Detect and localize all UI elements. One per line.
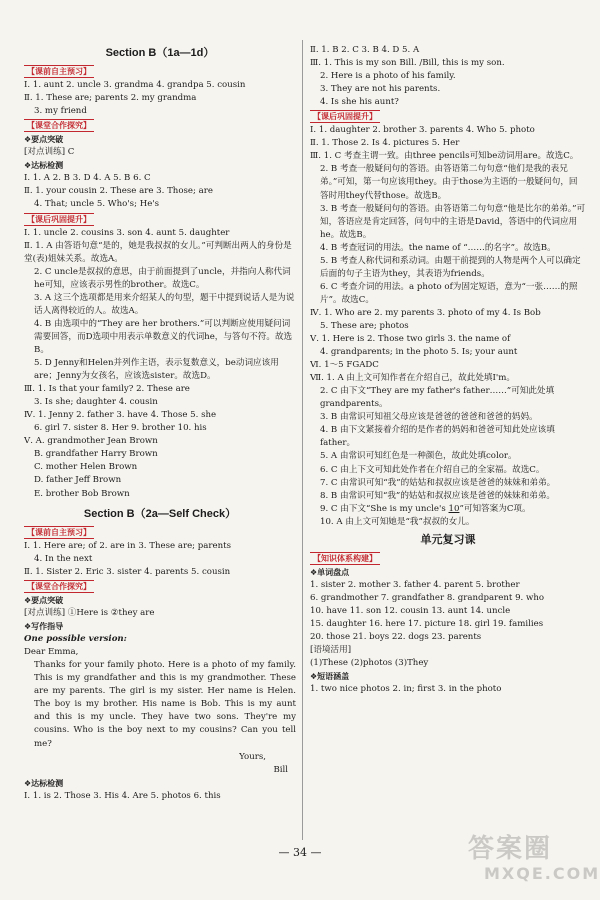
answer-line: [对点训练] C bbox=[24, 147, 75, 158]
answer-line: 4. Is she his aunt? bbox=[320, 97, 399, 108]
explanation-para: 3. A 这三个选项都是用来介绍某人的句型，题干中提到说话人是为说话人离得较近的人。故选A。 bbox=[34, 292, 295, 316]
answer-line: Ⅲ. 1. Is that your family? 2. These are bbox=[24, 384, 190, 395]
answer-line: (1)These (2)photos (3)They bbox=[310, 658, 429, 669]
explanation-para: 5. A 由常识可知红色是一种颜色，故此处填color。 bbox=[320, 451, 517, 462]
answer-line: Ⅱ. 1. These are; parents 2. my grandma bbox=[24, 93, 197, 104]
answer-line: Ⅴ. 1. Here is 2. Those two girls 3. the name of bbox=[310, 334, 511, 345]
subheading-word-list: ❖单词盘点 bbox=[310, 567, 350, 577]
page-number: — 34 — bbox=[278, 846, 322, 859]
answer-line: 5. These are; photos bbox=[320, 320, 409, 331]
answer-line: Ⅳ. 1. Jenny 2. father 3. have 4. Those 5. she bbox=[24, 410, 217, 421]
explanation-para: 2. C uncle是叔叔的意思，由于前面提到了uncle，并指向人称代词he可知，应该表示男性的brother。故选C。 bbox=[34, 266, 291, 290]
subheading-phrases: ❖短语涵盖 bbox=[310, 672, 350, 682]
left-column bbox=[24, 44, 296, 803]
answer-line: 3. Is she; daughter 4. cousin bbox=[34, 397, 158, 408]
answer-line: 6. grandmother 7. grandfather 8. grandparent 9. who bbox=[310, 592, 545, 603]
answer-line: Ⅰ. 1. daughter 2. brother 3. parents 4. Who 5. photo bbox=[310, 125, 535, 136]
answer-line: 20. those 21. boys 22. dogs 23. parents bbox=[310, 632, 482, 643]
subheading-context-use: [语境活用] bbox=[310, 645, 352, 656]
answer-line: Ⅱ. 1. Sister 2. Eric 3. sister 4. parents 5. cousin bbox=[24, 566, 231, 577]
letter-closing: Yours, bbox=[239, 751, 266, 762]
explanation-para: 2. C 由下文“They are my father's father……”可知此处填grandparents。 bbox=[320, 386, 555, 410]
answer-line: Ⅰ. 1. aunt 2. uncle 3. grandma 4. grandpa 5. cousin bbox=[24, 80, 246, 91]
answer-line: C. mother Helen Brown bbox=[34, 462, 138, 473]
explanation-para: 8. B 由常识可知“我”的姑姑和叔叔应该是爸爸的妹妹和弟弟。 bbox=[320, 490, 556, 501]
answer-line: 15. daughter 16. here 17. picture 18. girl 19. families bbox=[310, 618, 544, 629]
heading-knowledge-system: 【知识体系构建】 bbox=[310, 552, 380, 565]
answer-line: 3. my friend bbox=[34, 106, 87, 117]
subheading-key-points: ❖要点突破 bbox=[24, 135, 64, 145]
explanation-para: Ⅶ. 1. A 由上文可知作者在介绍自己，故此处填I'm。 bbox=[310, 373, 516, 384]
answer-line: Ⅰ. 1. is 2. Those 3. His 4. Are 5. photos 6. this bbox=[24, 790, 221, 801]
answer-line: Ⅰ. 1. uncle 2. cousins 3. son 4. aunt 5. daughter bbox=[24, 227, 230, 238]
letter-greeting: Dear Emma, bbox=[24, 646, 79, 657]
answer-line: Ⅰ. 1. A 2. B 3. D 4. A 5. B 6. C bbox=[24, 173, 151, 184]
letter-signature: Bill bbox=[273, 764, 288, 775]
watermark bbox=[468, 828, 600, 890]
answer-line: 6. girl 7. sister 8. Her 9. brother 10. his bbox=[34, 423, 207, 434]
explanation-para: 3. B 由常识可知祖父母应该是爸爸的爸爸和爸爸的妈妈。 bbox=[320, 412, 538, 423]
answer-line: Ⅵ. 1～5 FGADC bbox=[310, 360, 379, 371]
heading-after-class: 【课后巩固提升】 bbox=[310, 110, 380, 123]
subheading-key-points: ❖要点突破 bbox=[24, 595, 64, 605]
subheading-check: ❖达标检测 bbox=[24, 161, 64, 171]
answer-line: Ⅰ. 1. Here are; of 2. are in 3. These are; parents bbox=[24, 540, 231, 551]
answer-line: 3. They are not his parents. bbox=[320, 84, 441, 95]
explanation-para: 4. B 由选项中的“They are her brothers.”可以判断应使用疑问词需要回答，而D选项中用表示单数意义的代词he，与答句不符。故选B。 bbox=[34, 318, 293, 355]
watermark-line-2: MXQE.COM bbox=[484, 864, 600, 883]
sample-version-label: One possible version: bbox=[24, 633, 127, 644]
answer-line: Ⅲ. 1. This is my son Bill. /Bill, this is my son. bbox=[310, 58, 505, 69]
explanation-para bbox=[310, 503, 586, 516]
answer-line: Ⅱ. 1. B 2. C 3. B 4. D 5. A bbox=[310, 45, 420, 55]
answer-blank: 10 bbox=[448, 503, 460, 514]
explanation-para: Ⅱ. 1. A 由答语句意“是的，她是我叔叔的女儿。”可判断出两人的身份是堂(表)姐妹关系。故选A。 bbox=[24, 240, 292, 264]
subheading-writing-guide: ❖写作指导 bbox=[24, 621, 64, 631]
heading-preview: 【课前自主预习】 bbox=[24, 65, 94, 78]
answer-line: 10. have 11. son 12. cousin 13. aunt 14. uncle bbox=[310, 605, 511, 616]
letter-body: Thanks for your family photo. Here is a photo of my family. This is my grandfather and this is my grandmother. These are my parents. The girl is my sister. Her name is Helen. The boy is my brother. His name is Bob. This is my aunt and this is my uncle. They have two sons. They're my cousins. Who is the boy next to my cousins? Can you tell me? bbox=[34, 660, 296, 749]
explanation-para: 5. B 考查人称代词和系动词。由题干前提到的人物是两个人可以确定后面的句子主语为they，其表语为friends。 bbox=[320, 255, 581, 279]
answer-line: Ⅳ. 1. Who are 2. my parents 3. photo of my 4. Is Bob bbox=[310, 307, 541, 318]
answer-line: D. father Jeff Brown bbox=[34, 475, 122, 486]
answer-line: 2. Here is a photo of his family. bbox=[320, 71, 456, 82]
heading-class-explore: 【课堂合作探究】 bbox=[24, 580, 94, 593]
heading-preview: 【课前自主预习】 bbox=[24, 526, 94, 539]
section-title-1a-1d: Section B（1a—1d） bbox=[105, 47, 215, 59]
answer-line: 4. In the next bbox=[34, 553, 93, 564]
explanation-para: 6. C 考查介词的用法。a photo of为固定短语，意为“一张……的照片”。故选C。 bbox=[320, 281, 578, 305]
explanation-para: 10. A 由上文可知她是“我”叔叔的女儿。 bbox=[320, 516, 475, 527]
unit-review-title: 单元复习课 bbox=[420, 533, 476, 546]
answer-line: 4. That; uncle 5. Who's; He's bbox=[34, 199, 160, 210]
explanation-para: 4. B 由下文紧接着介绍的是作者的妈妈和爸爸可知此处应该填father。 bbox=[320, 425, 555, 449]
explanation-para: 4. B 考查冠词的用法。the name of “……的名字”。故选B。 bbox=[320, 242, 556, 253]
explanation-para: 3. B 考查一般疑问句的答语。由答语第二句句意“他是比尔的弟弟。”可知，答语应是肯定回答，问句中的主语是David，答语中的代词应用he。故选B。 bbox=[320, 203, 586, 240]
explanation-para: 5. D Jenny和Helen并列作主语，表示复数意义，be动词应该用are；Jenny为女孩名，应该选sister。故选D。 bbox=[34, 358, 279, 382]
heading-after-class: 【课后巩固提升】 bbox=[24, 213, 94, 226]
explanation-para: 2. B 考查一般疑问句的答语。由答语第二句句意“他们是我的表兄弟。”可知，第一句应该用they。由于those为主语的一般疑问句，回答时用they代替those。故选B。 bbox=[320, 164, 578, 201]
watermark-line-1: 答案圈 bbox=[468, 834, 553, 864]
answer-line: [对点训练] ①Here is ②they are bbox=[24, 607, 155, 618]
answer-line: Ⅱ. 1. your cousin 2. These are 3. Those; are bbox=[24, 186, 213, 197]
answer-line: 1. sister 2. mother 3. father 4. parent 5. brother bbox=[310, 579, 520, 590]
column-divider bbox=[302, 40, 303, 840]
answer-line: Ⅱ. 1. Those 2. Is 4. pictures 5. Her bbox=[310, 138, 460, 149]
answer-line: B. grandfather Harry Brown bbox=[34, 449, 158, 460]
subheading-check: ❖达标检测 bbox=[24, 778, 64, 788]
answer-line: 4. grandparents; in the photo 5. Is; your aunt bbox=[320, 347, 518, 358]
explanation-text: ”可知答案为C项。 bbox=[459, 503, 531, 514]
explanation-para: Ⅲ. 1. C 考查主谓一致。由three pencils可知be动词用are。故选C。 bbox=[310, 151, 579, 162]
answer-line: Ⅴ. A. grandmother Jean Brown bbox=[24, 436, 158, 447]
answer-line: 1. two nice photos 2. in; first 3. in the photo bbox=[310, 684, 502, 695]
right-column bbox=[310, 44, 586, 696]
answer-line: E. brother Bob Brown bbox=[34, 488, 130, 499]
heading-class-explore: 【课堂合作探究】 bbox=[24, 119, 94, 132]
explanation-para: 7. C 由常识可知“我”的姑姑和叔叔应该是爸爸的妹妹和弟弟。 bbox=[320, 477, 556, 488]
explanation-text: 9. C 由下文“She is my uncle's bbox=[320, 503, 446, 514]
section-title-2a-self-check: Section B（2a—Self Check） bbox=[83, 507, 237, 520]
explanation-para: 6. C 由上下文可知此处作者在介绍自己的全家福。故选C。 bbox=[320, 464, 545, 475]
